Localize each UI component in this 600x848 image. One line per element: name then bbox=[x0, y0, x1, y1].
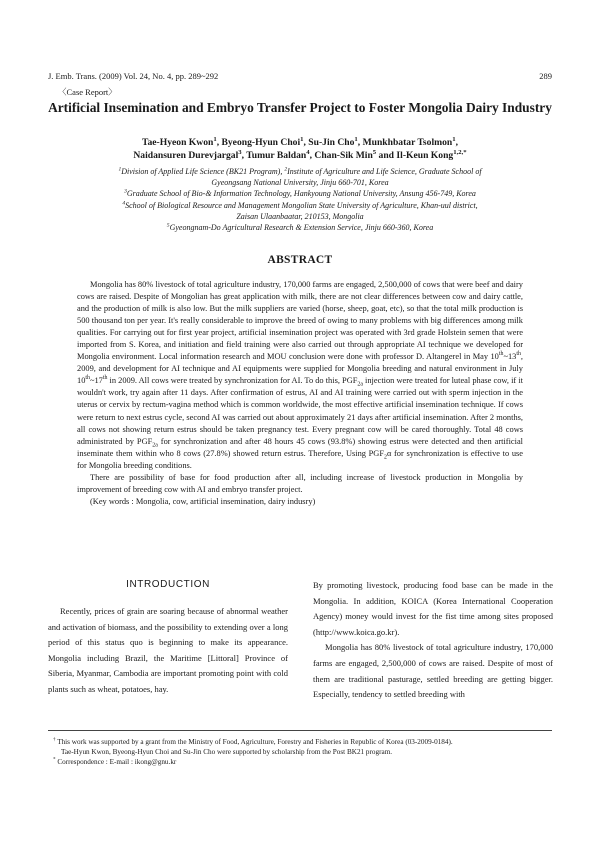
affiliation-line-1: $^1$Division of Applied Life Science (BK21 Program), $^2$Institute of Agriculture and Life Science, Graduate School of bbox=[118, 166, 482, 176]
column-left bbox=[48, 578, 288, 698]
article-type-label: 〈Case Report〉 bbox=[58, 87, 117, 97]
abstract-paragraph-2: There are possibility of base for food production after all, including increase of livestock production in Mongolia by improvement of breeding cow with AI and embryo transfer project. bbox=[77, 472, 523, 494]
page-number: 289 bbox=[539, 71, 552, 81]
intro-paragraph-3: Mongolia has 80% livestock of total agriculture industry, 170,000 farms are engaged, 2,500,000 of cows are raised. Despite of most of them are traditional pasturage, settled breeding are getting bigger. Especially, tendency to settled breeding with bbox=[313, 642, 553, 700]
abstract-heading: ABSTRACT bbox=[267, 254, 333, 266]
intro-paragraph-2: By promoting livestock, producing food base can be made in the Mongolia. In addition, KOICA (Korea International Cooperation Agency) money would invest for the fist time among sites proposed (http://www.koica.go.kr). bbox=[313, 580, 553, 637]
abstract-paragraph-1: Mongolia has 80% livestock of total agriculture industry, 170,000 farms are engaged, 2,500,000 of cows that were beef and dairy cows are raised. Despite of Mongolian has great application with milk, there are not clear differences between cow and dairy cattle, and the production of milk is also low. But the milk suppliers are varied (horse, sheep, goat, etc), so that the total milk production is 500 thousand ton per year. It's really considerable to improve the breed of owing to many problems with big differences among milk qualities. For carrying out for first year project, artificial insemination project was operated with 3rd grade Holstein semen that were imported from S. Korea, and initiation and field training were also carried out through appropriate AI technique we developed for Mongolia environment. Local information research and MOU conclusion were done with professor D. Altangerel in May 10th~13th, 2009, and development for AI technique and AI equipments were supplied for Mongolia breeding and natural environment in July 10th~17th in 2009. All cows were treated by synchronization for AI. To do this, $PGF_{2a}$ injection were treated for luteal phase cow, if it wouldn't work, try again after 11 days. After confirmation of estrus, AI and AI training were carried out with sperm injection in the uterus or cervix by rectum-vagina method which is common worldwide, the most effective artificial insemination technique. If cows were return to next estrus cycle, second AI was carried out about approximately 21 days after artificial insemination. After 2 months, all cows not showing return estrus should be taken pregnancy test. Every pregnant cow will be cared thoroughly. Total 48 cows administrated by $PGF_{2a}$ for synchronization and after 48 hours 45 cows (93.8%) showing estrus were detected and then artificial inseminate them within who 8 cows (27.8%) showed return estrus. Therefore, Using $PGF_2\alpha$ for synchronization is effective to use for Mongolia breeding conditions. bbox=[77, 280, 524, 470]
affiliation-line-3: $^3$Graduate School of Bio-& Information Technology, Hankyoung National University, Ansung 456-749, Korea bbox=[124, 188, 476, 199]
column-right bbox=[313, 578, 553, 703]
introduction-heading: INTRODUCTION bbox=[126, 579, 210, 590]
affiliation-line-5: Zaisan Ulaanbaatar, 210153, Mongolia bbox=[236, 211, 364, 221]
footnote-correspondence: * Correspondence : E-mail : ikong@gnu.kr bbox=[53, 758, 177, 767]
affiliation-line-4: $^4$School of Biological Resource and Management Mongolian State University of Agriculture, Khan-uul district, bbox=[122, 199, 478, 210]
article-title: Artificial Insemination and Embryo Transfer Project to Foster Mongolia Dairy Industry bbox=[48, 100, 552, 115]
abstract-body bbox=[77, 279, 523, 508]
journal-reference: J. Emb. Trans. (2009) Vol. 24, No. 4, pp. 289~292 bbox=[48, 71, 219, 81]
footnote-scholarship: Tae-Hyun Kwon, Byeong-Hyun Choi and Su-Jin Cho were supported by scholarship from the Post BK21 program. bbox=[61, 748, 393, 757]
affiliations bbox=[40, 166, 560, 233]
affiliation-line-6: $^5$Gyeongnam-Do Agricultural Research & Extension Service, Jinju 660-360, Korea bbox=[166, 222, 434, 233]
author-line-1: Tae-Hyeon Kwon$^1$, Byeong-Hyun Choi$^1$, Su-Jin Cho$^1$, Munkhbatar Tsolmon$^1$, bbox=[141, 135, 458, 148]
footnote-funding: † This work was supported by a grant from the Ministry of Food, Agriculture, Forestry and Fisheries in Republic of Korea (03-2009-0184). bbox=[53, 737, 453, 746]
footnotes bbox=[53, 737, 553, 768]
author-list bbox=[40, 137, 560, 162]
affiliation-line-2: Gyeongsang National University, Jinju 660-701, Korea bbox=[211, 178, 389, 188]
author-line-2: Naidansuren Durevjargal$^3$, Tumur Baldan$^4$, Chan-Sik Min$^5$ and Il-Keun Kong$^{1,2,*}$ bbox=[133, 148, 467, 161]
footnote-rule bbox=[48, 730, 552, 731]
keywords: (Key words : Mongolia, cow, artificial insemination, dairy indusry) bbox=[90, 496, 316, 506]
intro-paragraph-1: Recently, prices of grain are soaring because of abnormal weather and activation of biomass, and the possibility to extending over a long period of this status quo is beginning to make its appearance. Mongolia including Brazil, the Maritime [Littoral] Province of Siberia, Myanmar, Cambodia are important promoting point with cold plants such as wheat, potatoes, hay. bbox=[48, 606, 288, 694]
